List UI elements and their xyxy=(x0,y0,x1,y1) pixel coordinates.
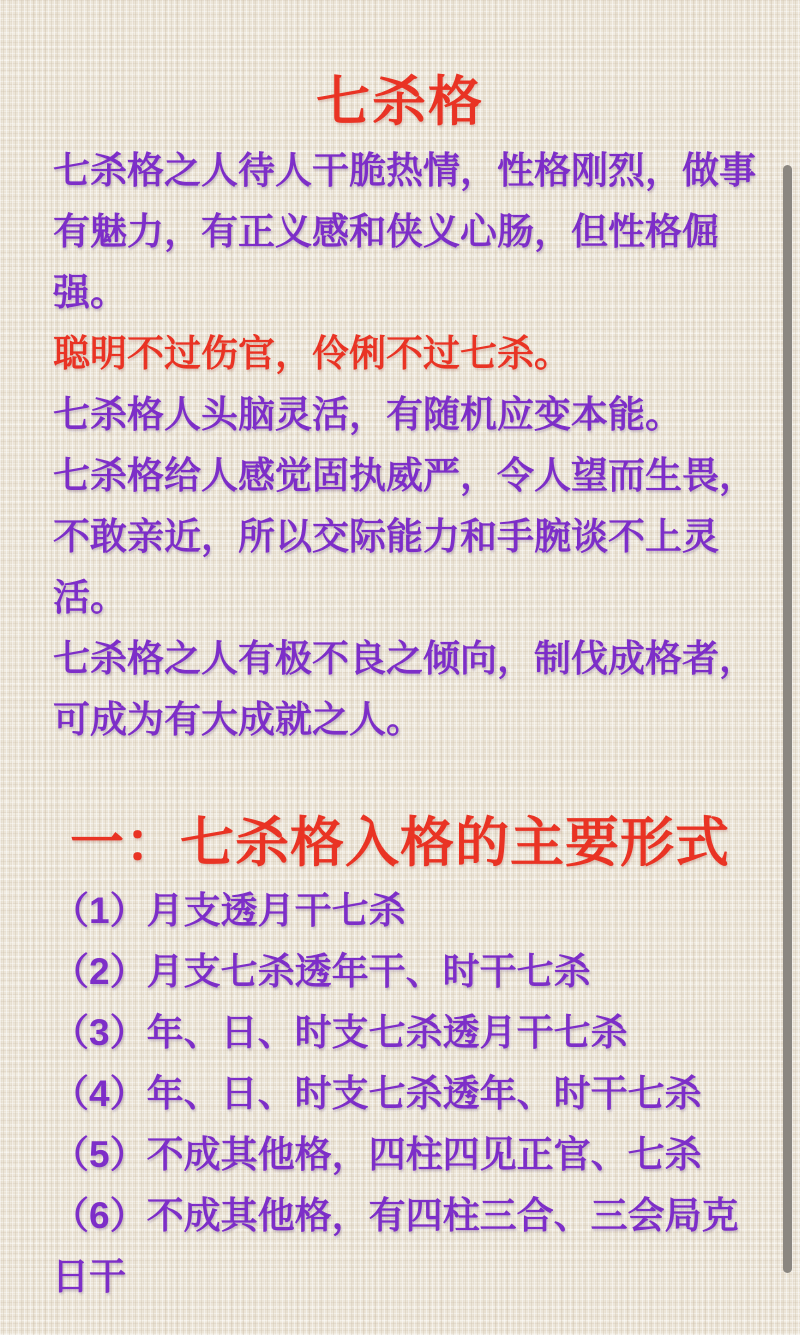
list-item: （6）不成其他格，有四柱三合、三会局克日干 xyxy=(52,1195,739,1297)
intro-paragraph-emphasis: 聪明不过伤官，伶俐不过七杀。 xyxy=(53,333,571,374)
list-item: （5）不成其他格，四柱四见正官、七杀 xyxy=(52,1134,702,1175)
intro-paragraph: 七杀格之人有极不良之倾向，制伐成格者，可成为有大成就之人。 xyxy=(53,638,756,740)
scrollbar-thumb[interactable] xyxy=(783,165,792,1273)
forms-list xyxy=(0,874,800,1307)
intro-paragraph: 七杀格之人待人干脆热情，性格刚烈，做事有魅力，有正义感和侠义心肠，但性格倔强。 xyxy=(53,150,756,313)
intro-paragraph: 七杀格给人感觉固执威严，令人望而生畏，不敢亲近，所以交际能力和手腕谈不上灵活。 xyxy=(53,455,756,618)
intro-paragraph: 七杀格人头脑灵活，有随机应变本能。 xyxy=(53,394,682,435)
list-item: （1）月支透月干七杀 xyxy=(52,890,406,931)
intro-section xyxy=(0,134,800,750)
list-item: （4）年、日、时支七杀透年、时干七杀 xyxy=(52,1073,702,1114)
list-item: （2）月支七杀透年干、时干七杀 xyxy=(52,951,591,992)
list-item: （3）年、日、时支七杀透月干七杀 xyxy=(52,1012,628,1053)
section-heading: 一：七杀格入格的主要形式 xyxy=(70,813,730,873)
page-title: 七杀格 xyxy=(316,72,484,132)
